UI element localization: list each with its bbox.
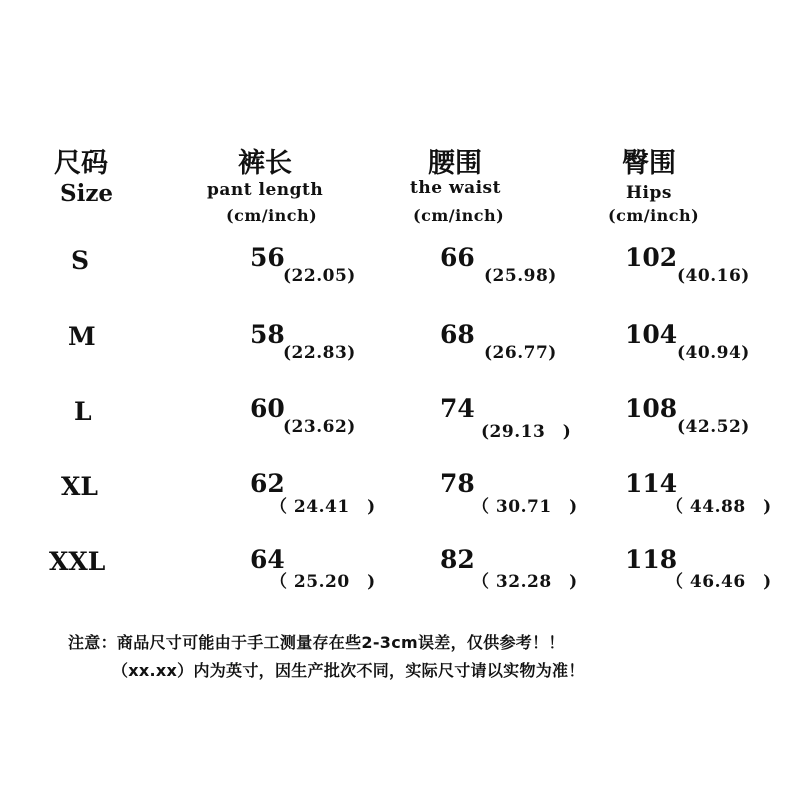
size-label: M [68, 322, 96, 351]
hips-cm: 104 [625, 320, 678, 349]
hips-inch: (40.94) [677, 343, 750, 363]
pant-length-header-zh: 裤长 [238, 148, 292, 179]
hips-inch: （ 46.46 ) [666, 572, 772, 592]
waist-inch: （ 30.71 ) [472, 497, 578, 517]
pant-length-inch: (22.05) [283, 266, 356, 286]
hips-header-zh: 臀围 [622, 148, 676, 179]
pant-length-header-unit: (cm/inch) [226, 206, 318, 225]
size-label: XXL [49, 547, 106, 576]
pant-length-cm: 62 [250, 469, 285, 498]
size-label: XL [61, 472, 98, 501]
waist-inch: (29.13 ) [481, 422, 572, 442]
pant-length-cm: 56 [250, 243, 285, 272]
hips-header-unit: (cm/inch) [608, 206, 700, 225]
waist-cm: 68 [440, 320, 475, 349]
note-measurement-error: 注意：商品尺寸可能由于手工测量存在些2-3cm误差，仅供参考！！ [68, 633, 565, 652]
pant-length-inch: (22.83) [283, 343, 356, 363]
size-label: L [74, 397, 92, 426]
pant-length-inch: （ 24.41 ) [270, 497, 376, 517]
pant-length-cm: 64 [250, 545, 285, 574]
size-label: S [71, 246, 90, 275]
hips-cm: 102 [625, 243, 678, 272]
waist-header-en: the waist [410, 178, 501, 198]
hips-cm: 118 [625, 545, 678, 574]
hips-inch: （ 44.88 ) [666, 497, 772, 517]
waist-cm: 82 [440, 545, 475, 574]
waist-inch: （ 32.28 ) [472, 572, 578, 592]
hips-cm: 114 [625, 469, 678, 498]
note-inch-explanation: （xx.xx）内为英寸，因生产批次不同，实际尺寸请以实物为准！ [112, 661, 585, 680]
hips-cm: 108 [625, 394, 678, 423]
waist-header-zh: 腰围 [428, 148, 482, 179]
hips-inch: (40.16) [677, 266, 750, 286]
pant-length-header-en: pant length [207, 180, 324, 200]
waist-cm: 66 [440, 243, 475, 272]
waist-cm: 78 [440, 469, 475, 498]
waist-inch: (25.98) [484, 266, 557, 286]
size-header-zh: 尺码 [54, 148, 108, 179]
hips-header-en: Hips [626, 183, 672, 203]
hips-inch: (42.52) [677, 417, 750, 437]
pant-length-cm: 58 [250, 320, 285, 349]
waist-header-unit: (cm/inch) [413, 206, 505, 225]
pant-length-inch: (23.62) [283, 417, 356, 437]
size-header-en: Size [60, 180, 114, 207]
waist-inch: (26.77) [484, 343, 557, 363]
pant-length-cm: 60 [250, 394, 285, 423]
pant-length-inch: （ 25.20 ) [270, 572, 376, 592]
waist-cm: 74 [440, 394, 475, 423]
